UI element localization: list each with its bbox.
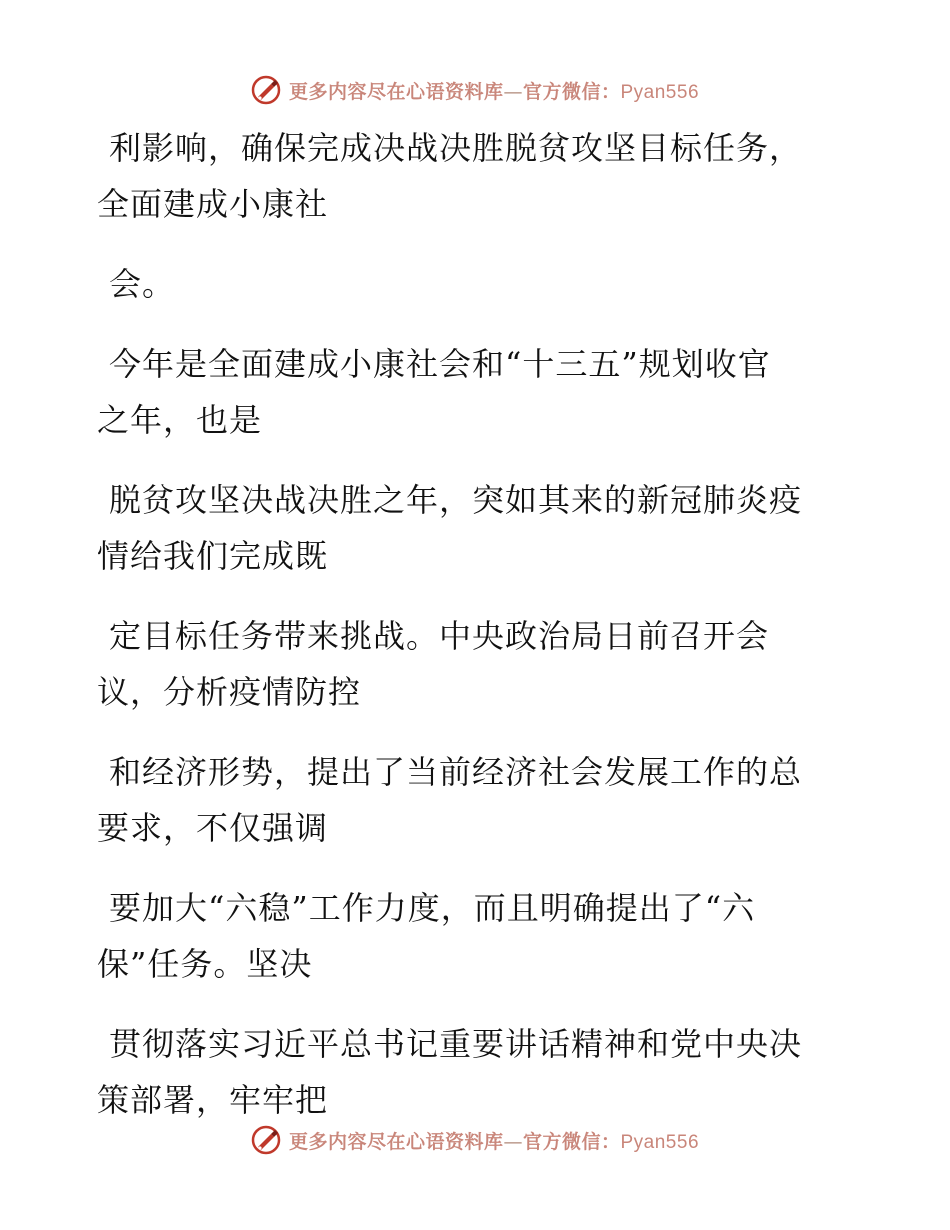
watermark-contact-id: Pyan556 xyxy=(620,1131,700,1153)
text-line: 全面建成小康社 xyxy=(97,185,329,223)
text-line: 之年，也是 xyxy=(97,401,263,439)
pen-logo-icon xyxy=(251,1125,281,1155)
text-line: 会。 xyxy=(109,265,176,303)
header-watermark xyxy=(0,70,950,110)
document-body xyxy=(97,120,837,1128)
watermark-contact-label: 官方微信： xyxy=(522,1130,621,1153)
watermark-text xyxy=(289,77,699,104)
paragraph xyxy=(97,472,837,584)
watermark-brand: 更多内容尽在心语资料库 xyxy=(288,80,504,103)
paragraph xyxy=(97,1016,837,1128)
text-line: 今年是全面建成小康社会和“十三五”规划收官 xyxy=(109,345,771,383)
paragraph xyxy=(97,336,837,448)
watermark-text xyxy=(289,1127,699,1154)
text-line: 要求，不仅强调 xyxy=(97,809,329,847)
watermark-separator: — xyxy=(503,1130,523,1153)
text-line: 保”任务。坚决 xyxy=(97,945,313,983)
watermark-separator: — xyxy=(503,80,523,103)
paragraph xyxy=(97,880,837,992)
text-line: 情给我们完成既 xyxy=(97,537,329,575)
watermark-brand: 更多内容尽在心语资料库 xyxy=(288,1130,504,1153)
watermark-contact-label: 官方微信： xyxy=(522,80,621,103)
paragraph xyxy=(97,744,837,856)
paragraph xyxy=(97,608,837,720)
text-line: 要加大“六稳”工作力度，而且明确提出了“六 xyxy=(109,889,756,927)
paragraph xyxy=(97,256,837,312)
text-line: 脱贫攻坚决战决胜之年，突如其来的新冠肺炎疫 xyxy=(109,481,803,519)
text-line: 贯彻落实习近平总书记重要讲话精神和党中央决 xyxy=(109,1025,803,1063)
text-line: 定目标任务带来挑战。中央政治局日前召开会 xyxy=(109,617,770,655)
pen-logo-icon xyxy=(251,75,281,105)
text-line: 利影响，确保完成决战决胜脱贫攻坚目标任务， xyxy=(109,129,803,167)
paragraph xyxy=(97,120,837,232)
text-line: 策部署，牢牢把 xyxy=(97,1081,329,1119)
text-line: 和经济形势，提出了当前经济社会发展工作的总 xyxy=(109,753,803,791)
footer-watermark xyxy=(0,1120,950,1160)
watermark-contact-id: Pyan556 xyxy=(620,81,700,103)
text-line: 议，分析疫情防控 xyxy=(97,673,362,711)
